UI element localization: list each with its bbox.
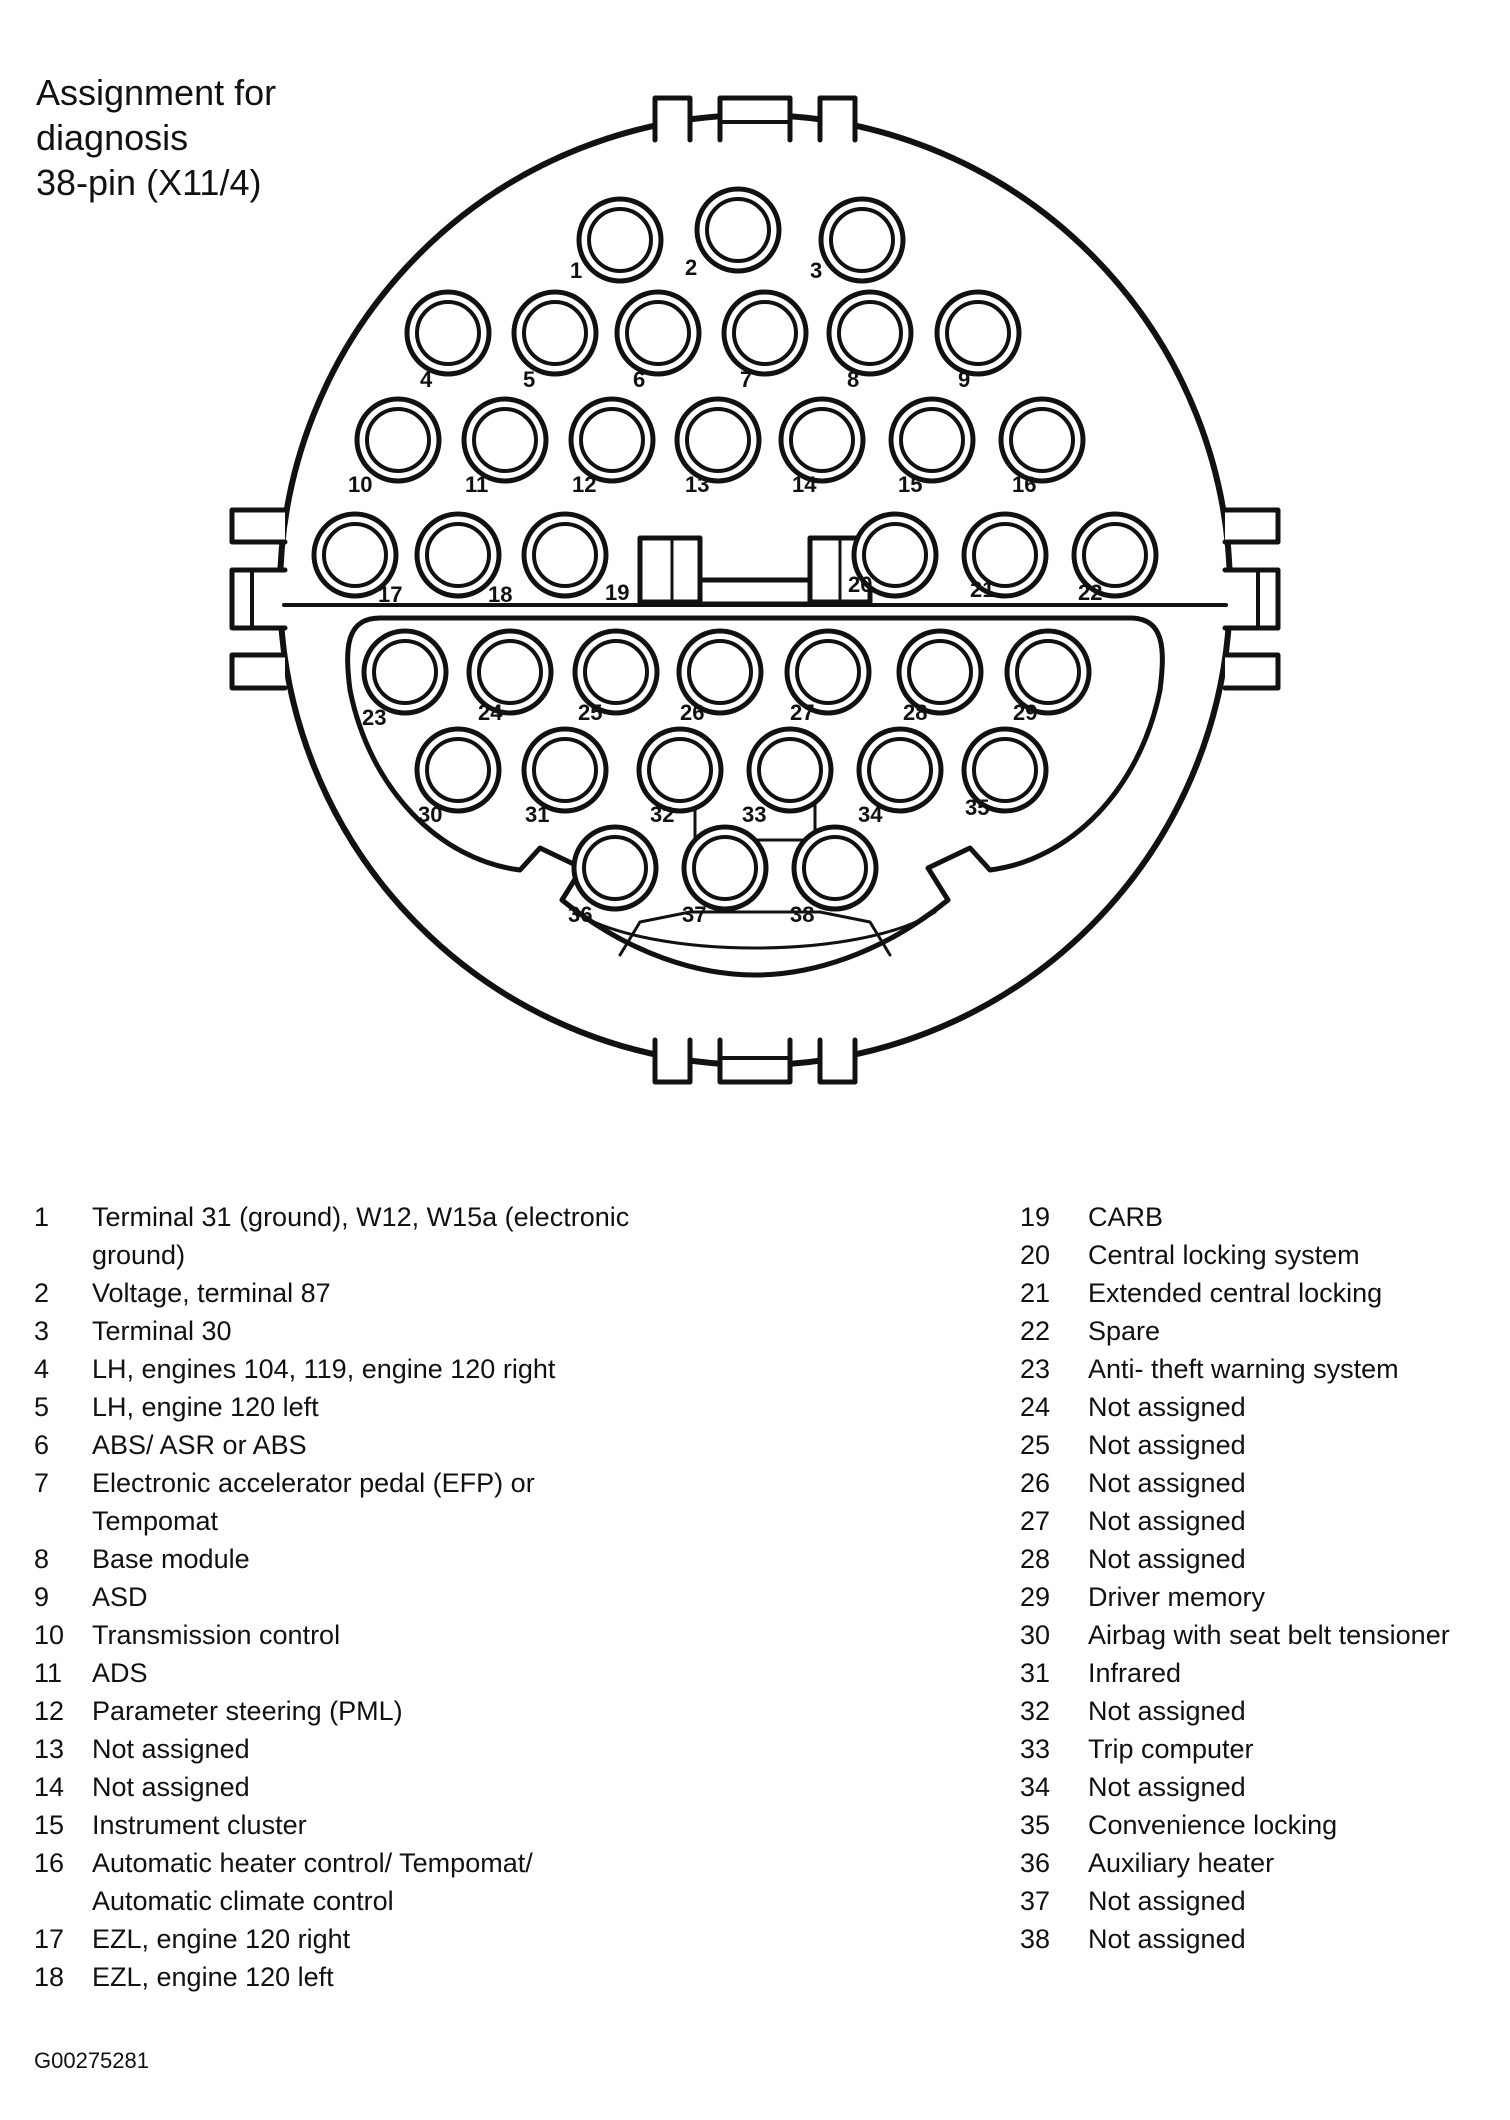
legend-left: [34, 1198, 629, 1996]
pin-32: [639, 729, 721, 811]
pin-33: [749, 729, 831, 811]
legend-description: EZL, engine 120 left: [92, 1962, 334, 1992]
legend-entry: [1020, 1350, 1450, 1388]
legend-description: Auxiliary heater: [1088, 1848, 1275, 1878]
legend-pin-number: 38: [1020, 1924, 1051, 1954]
top-latch: [655, 98, 855, 140]
pin-16: [1001, 399, 1083, 481]
legend-pin-number: 23: [1020, 1354, 1051, 1384]
legend-pin-number: 18: [34, 1962, 65, 1992]
pin-label-7: 7: [740, 367, 753, 392]
left-latch: [232, 510, 285, 688]
legend-description: Not assigned: [1088, 1506, 1246, 1536]
legend-pin-number: 36: [1020, 1848, 1051, 1878]
pin-10: [357, 399, 439, 481]
legend-pin-number: 14: [34, 1772, 65, 1802]
legend-description: Infrared: [1088, 1658, 1182, 1688]
pin-label-3: 3: [810, 258, 823, 283]
legend-entry: [1020, 1426, 1450, 1464]
legend-pin-number: 5: [34, 1392, 50, 1422]
legend-description: Electronic accelerator pedal (EFP) or: [92, 1468, 535, 1498]
legend-description: Not assigned: [1088, 1544, 1246, 1574]
pin-label-8: 8: [847, 367, 860, 392]
legend-pin-number: 13: [34, 1734, 65, 1764]
pin-9: [937, 292, 1019, 374]
legend-description: Terminal 30: [92, 1316, 232, 1346]
legend-pin-number: 11: [34, 1658, 63, 1688]
legend-entry: [1020, 1806, 1450, 1844]
legend-pin-number: 37: [1020, 1886, 1051, 1916]
legend-pin-number: 31: [1020, 1658, 1051, 1688]
legend-entry: [1020, 1236, 1450, 1274]
legend-entry: [1020, 1388, 1450, 1426]
legend-description: Central locking system: [1088, 1240, 1360, 1270]
pin-label-5: 5: [523, 367, 536, 392]
legend-entry: [34, 1806, 629, 1844]
right-latch: [1225, 510, 1278, 688]
pin-label-26: 26: [680, 700, 705, 725]
pin-label-34: 34: [858, 802, 883, 827]
pin-label-31: 31: [525, 802, 550, 827]
legend-pin-number: 12: [34, 1696, 65, 1726]
legend-entry: [1020, 1920, 1450, 1958]
legend-description: Convenience locking: [1088, 1810, 1338, 1840]
pin-8: [829, 292, 911, 374]
pin-13: [677, 399, 759, 481]
pin-7: [724, 292, 806, 374]
pin-label-21: 21: [970, 577, 995, 602]
legend-pin-number: 20: [1020, 1240, 1051, 1270]
legend-description: Spare: [1088, 1316, 1161, 1346]
legend-pin-number: 1: [34, 1202, 50, 1232]
pin-30: [417, 729, 499, 811]
legend-pin-number: 21: [1020, 1278, 1051, 1308]
pin-label-20: 20: [848, 572, 873, 597]
legend-description: Not assigned: [1088, 1468, 1246, 1498]
pin-19: [524, 514, 606, 596]
legend-entry-continued: [34, 1236, 629, 1274]
legend-pin-number: 17: [34, 1924, 65, 1954]
legend-description: EZL, engine 120 right: [92, 1924, 351, 1954]
legend-pin-number: 22: [1020, 1316, 1051, 1346]
legend-description: ABS/ ASR or ABS: [92, 1430, 307, 1460]
legend-description: Automatic heater control/ Tempomat/: [92, 1848, 533, 1878]
pin-label-15: 15: [898, 472, 923, 497]
legend-pin-number: 32: [1020, 1696, 1051, 1726]
legend-pin-number: 28: [1020, 1544, 1051, 1574]
pin-14: [781, 399, 863, 481]
legend-description: Not assigned: [1088, 1924, 1246, 1954]
legend-description: Not assigned: [1088, 1886, 1246, 1916]
pin-23: [364, 631, 446, 713]
legend-entry: [1020, 1578, 1450, 1616]
pin-label-6: 6: [633, 367, 646, 392]
pin-label-33: 33: [742, 802, 767, 827]
legend-entry: [34, 1768, 629, 1806]
legend-entry: [34, 1312, 629, 1350]
legend-description: Not assigned: [1088, 1772, 1246, 1802]
legend-description: LH, engine 120 left: [92, 1392, 319, 1422]
pin-4: [407, 292, 489, 374]
legend-entry: [1020, 1844, 1450, 1882]
legend-description: Not assigned: [92, 1734, 250, 1764]
pin-38: [794, 827, 876, 909]
bottom-latch: [655, 1040, 855, 1082]
legend-entry-continued: [34, 1502, 629, 1540]
legend-entry: [1020, 1198, 1450, 1236]
legend-pin-number: [34, 1882, 92, 1920]
pin-label-4: 4: [420, 367, 433, 392]
pin-36: [574, 827, 656, 909]
pin-31: [524, 729, 606, 811]
pin-label-32: 32: [650, 802, 675, 827]
legend-entry: [34, 1198, 629, 1236]
legend-pin-number: 29: [1020, 1582, 1051, 1612]
legend-entry: [1020, 1540, 1450, 1578]
legend-entry: [34, 1920, 629, 1958]
legend-pin-number: 16: [34, 1848, 65, 1878]
legend-description: Not assigned: [92, 1772, 250, 1802]
legend-entry: [34, 1426, 629, 1464]
legend-pin-number: 9: [34, 1582, 50, 1612]
legend-pin-number: 4: [34, 1354, 50, 1384]
legend-entry: [34, 1540, 629, 1578]
legend-description: Not assigned: [1088, 1430, 1246, 1460]
legend-pin-number: 24: [1020, 1392, 1051, 1422]
legend-description: Transmission control: [92, 1620, 341, 1650]
legend-pin-number: 2: [34, 1278, 50, 1308]
title-line-2: diagnosis: [36, 117, 189, 158]
legend-entry: [34, 1654, 629, 1692]
legend-pin-number: 7: [34, 1468, 50, 1498]
legend-entry: [34, 1958, 629, 1996]
pin-label-11: 11: [465, 472, 489, 497]
legend-entry: [1020, 1502, 1450, 1540]
legend-description: Terminal 31 (ground), W12, W15a (electronic: [92, 1202, 630, 1232]
legend-pin-number: 33: [1020, 1734, 1051, 1764]
pin-37: [684, 827, 766, 909]
legend-description: Instrument cluster: [92, 1810, 307, 1840]
pin-12: [571, 399, 653, 481]
pin-label-30: 30: [418, 802, 443, 827]
pin-18: [417, 514, 499, 596]
pin-label-37: 37: [682, 902, 707, 927]
legend-pin-number: [34, 1502, 92, 1540]
pin-label-29: 29: [1013, 700, 1038, 725]
pin-label-14: 14: [792, 472, 817, 497]
legend-entry: [34, 1274, 629, 1312]
pin-3: [821, 199, 903, 281]
legend-entry: [34, 1350, 629, 1388]
legend-pin-number: 27: [1020, 1506, 1051, 1536]
pin-6: [617, 292, 699, 374]
legend-entry: [34, 1616, 629, 1654]
pin-label-22: 22: [1078, 580, 1103, 605]
pin-1: [579, 199, 661, 281]
legend-description: Airbag with seat belt tensioner: [1088, 1620, 1450, 1650]
pin-label-36: 36: [568, 902, 593, 927]
pin-34: [859, 729, 941, 811]
legend-pin-number: [34, 1236, 92, 1274]
legend-pin-number: 19: [1020, 1202, 1051, 1232]
pin-label-9: 9: [958, 367, 971, 392]
legend-description: Anti- theft warning system: [1088, 1354, 1399, 1384]
legend-description: Extended central locking: [1088, 1278, 1383, 1308]
legend-description: ground): [92, 1240, 186, 1270]
pin-label-16: 16: [1012, 472, 1037, 497]
legend-description: Not assigned: [1088, 1696, 1246, 1726]
legend-entry: [34, 1692, 629, 1730]
legend-entry: [1020, 1464, 1450, 1502]
legend-entry: [1020, 1616, 1450, 1654]
pin-label-19: 19: [605, 580, 630, 605]
pin-label-10: 10: [348, 472, 373, 497]
legend-entry: [1020, 1654, 1450, 1692]
pin-label-2: 2: [685, 255, 698, 280]
legend-pin-number: 34: [1020, 1772, 1051, 1802]
pin-label-17: 17: [378, 582, 403, 607]
title-line-1: Assignment for: [36, 72, 277, 113]
legend-entry: [1020, 1730, 1450, 1768]
legend-pin-number: 3: [34, 1316, 50, 1346]
pin-label-27: 27: [790, 700, 815, 725]
pin-label-12: 12: [572, 472, 597, 497]
legend-pin-number: 6: [34, 1430, 50, 1460]
pin-label-25: 25: [578, 700, 603, 725]
legend-pin-number: 35: [1020, 1810, 1051, 1840]
pin-label-23: 23: [362, 705, 387, 730]
legend-description: Trip computer: [1088, 1734, 1254, 1764]
legend-pin-number: 25: [1020, 1430, 1051, 1460]
pin-label-35: 35: [965, 795, 990, 820]
legend-description: Driver memory: [1088, 1582, 1266, 1612]
legend-pin-number: 26: [1020, 1468, 1051, 1498]
legend-entry: [34, 1578, 629, 1616]
pin-5: [514, 292, 596, 374]
legend-pin-number: 15: [34, 1810, 65, 1840]
legend-pin-number: 10: [34, 1620, 65, 1650]
legend-description: ASD: [92, 1582, 148, 1612]
pin-label-13: 13: [685, 472, 710, 497]
legend-right: [1020, 1198, 1450, 1958]
legend-entry: [34, 1844, 629, 1882]
legend-description: LH, engines 104, 119, engine 120 right: [92, 1354, 556, 1384]
legend-description: ADS: [92, 1658, 148, 1688]
pin-11: [464, 399, 546, 481]
legend-description: Not assigned: [1088, 1392, 1246, 1422]
legend-entry: [1020, 1312, 1450, 1350]
legend-pin-number: 8: [34, 1544, 50, 1574]
legend-description: Voltage, terminal 87: [92, 1278, 331, 1308]
legend-entry: [1020, 1274, 1450, 1312]
legend-description: CARB: [1088, 1202, 1164, 1232]
pin-label-38: 38: [790, 902, 815, 927]
pin-label-28: 28: [903, 700, 928, 725]
legend-entry: [34, 1730, 629, 1768]
title-line-3: 38-pin (X11/4): [36, 162, 262, 203]
pin-15: [891, 399, 973, 481]
legend-description: Automatic climate control: [92, 1886, 394, 1916]
legend-entry: [1020, 1882, 1450, 1920]
pin-2: [697, 189, 779, 271]
legend-description: Base module: [92, 1544, 250, 1574]
legend-description: Parameter steering (PML): [92, 1696, 403, 1726]
legend-pin-number: 30: [1020, 1620, 1051, 1650]
legend-entry: [1020, 1768, 1450, 1806]
pin-label-1: 1: [570, 258, 583, 283]
pin-label-24: 24: [478, 700, 503, 725]
legend-entry: [34, 1388, 629, 1426]
figure-id: G00275281: [34, 2048, 149, 2073]
legend-entry-continued: [34, 1882, 629, 1920]
legend-entry: [34, 1464, 629, 1502]
legend-description: Tempomat: [92, 1506, 219, 1536]
pin-label-18: 18: [488, 582, 513, 607]
legend-entry: [1020, 1692, 1450, 1730]
